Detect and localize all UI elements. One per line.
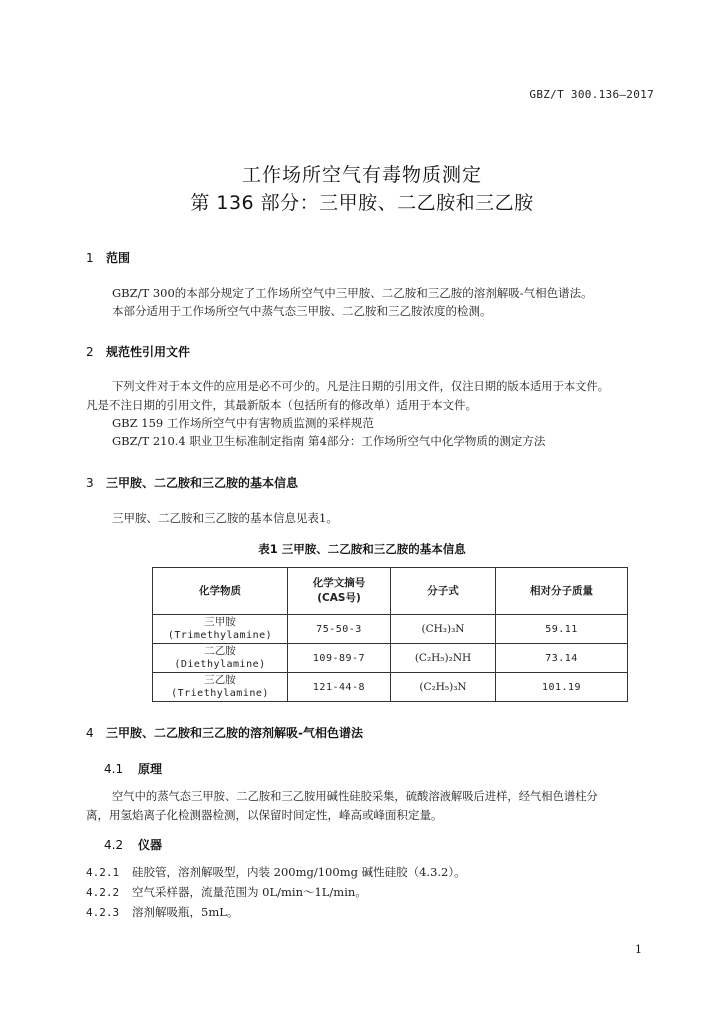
substance-cell	[153, 644, 288, 673]
cas-cell: 121-44-8	[288, 673, 391, 702]
section-4-heading	[86, 724, 363, 741]
paragraph: 空气中的蒸气态三甲胺、二乙胺和三乙胺用碱性硅胶采集，硫酸溶液解吸后进样，经气相色谱柱分	[112, 790, 598, 803]
header-cas-line2: (CAS号)	[317, 592, 361, 604]
list-item	[86, 864, 466, 880]
substance-name: 三甲胺	[204, 616, 236, 628]
paragraph: 凡是不注日期的引用文件，其最新版本（包括所有的修改单）适用于本文件。	[86, 398, 477, 412]
paragraph: 下列文件对于本文件的应用是必不可少的。凡是注日期的引用文件，仅注日期的版本适用于本文件。	[112, 380, 610, 393]
list-item	[86, 884, 367, 900]
subsection-number: 4.1	[104, 762, 124, 776]
item-number: 4.2.3	[86, 906, 120, 919]
substance-english-name: (Triethylamine)	[171, 688, 269, 699]
mw-cell: 59.11	[496, 615, 628, 644]
item-text: 空气采样器，流量范围为 0L/min～1L/min。	[132, 885, 367, 899]
standard-code: GBZ/T 300.136—2017	[529, 88, 654, 101]
mw-cell: 73.14	[496, 644, 628, 673]
header-cell: 化学物质	[153, 568, 288, 615]
table-row	[153, 673, 628, 702]
table-row	[153, 644, 628, 673]
section-title: 三甲胺、二乙胺和三乙胺的溶剂解吸-气相色谱法	[106, 726, 363, 740]
section-title: 规范性引用文件	[106, 345, 191, 359]
item-number: 4.2.1	[86, 866, 120, 879]
header-cell: 相对分子质量	[496, 568, 628, 615]
mw-cell: 101.19	[496, 673, 628, 702]
header-cas-line1: 化学文摘号	[312, 577, 366, 589]
reference-item: GBZ 159 工作场所空气中有害物质监测的采样规范	[112, 416, 374, 430]
section-1-heading	[86, 249, 130, 266]
paragraph: 离，用氢焰离子化检测器检测，以保留时间定性，峰高或峰面积定量。	[86, 808, 443, 822]
formula-cell: (C₂H₅)₃N	[391, 673, 496, 702]
subsection-title: 仪器	[138, 838, 163, 852]
substance-english-name: (Trimethylamine)	[167, 630, 273, 641]
substance-cell	[153, 673, 288, 702]
section-number: 1	[86, 251, 94, 265]
table-header-row	[153, 568, 628, 615]
paragraph: 三甲胺、二乙胺和三乙胺的基本信息见表1。	[112, 511, 338, 525]
substance-english-name: (Diethylamine)	[174, 659, 266, 670]
cas-cell: 75-50-3	[288, 615, 391, 644]
item-number: 4.2.2	[86, 886, 120, 899]
section-number: 2	[86, 345, 94, 359]
header-cell: 分子式	[391, 568, 496, 615]
substance-name: 三乙胺	[204, 674, 236, 686]
page-number: 1	[635, 943, 642, 956]
cas-cell: 109-89-7	[288, 644, 391, 673]
section-title: 范围	[106, 251, 131, 265]
item-text: 硅胶管，溶剂解吸型，内装 200mg/100mg 碱性硅胶（4.3.2）。	[132, 865, 466, 879]
substance-cell	[153, 615, 288, 644]
section-number: 4	[86, 726, 94, 740]
table-caption: 表1 三甲胺、二乙胺和三乙胺的基本信息	[258, 542, 466, 556]
section-number: 3	[86, 476, 94, 490]
section-title: 三甲胺、二乙胺和三乙胺的基本信息	[106, 476, 299, 490]
document-title: 工作场所空气有毒物质测定	[241, 164, 482, 186]
table-row	[153, 615, 628, 644]
section-2-heading	[86, 343, 190, 360]
substance-name: 二乙胺	[204, 645, 236, 657]
list-item	[86, 904, 238, 920]
document-subtitle: 第 136 部分：三甲胺、二乙胺和三乙胺	[190, 192, 534, 214]
paragraph: GBZ/T 300的本部分规定了工作场所空气中三甲胺、二乙胺和三乙胺的溶剂解吸-气相色谱法。	[112, 286, 593, 300]
item-text: 溶剂解吸瓶，5mL。	[132, 905, 239, 919]
header-cell	[288, 568, 391, 615]
formula-cell: (CH₃)₃N	[391, 615, 496, 644]
paragraph: 本部分适用于工作场所空气中蒸气态三甲胺、二乙胺和三乙胺浓度的检测。	[112, 304, 492, 318]
section-3-heading	[86, 474, 298, 491]
formula-cell: (C₂H₅)₂NH	[391, 644, 496, 673]
subsection-4-2-heading	[104, 836, 162, 853]
subsection-4-1-heading	[104, 760, 162, 777]
basic-info-table	[152, 567, 628, 702]
subsection-number: 4.2	[104, 838, 124, 852]
subsection-title: 原理	[138, 762, 163, 776]
reference-item: GBZ/T 210.4 职业卫生标准制定指南 第4部分：工作场所空气中化学物质的测定方法	[112, 434, 546, 448]
